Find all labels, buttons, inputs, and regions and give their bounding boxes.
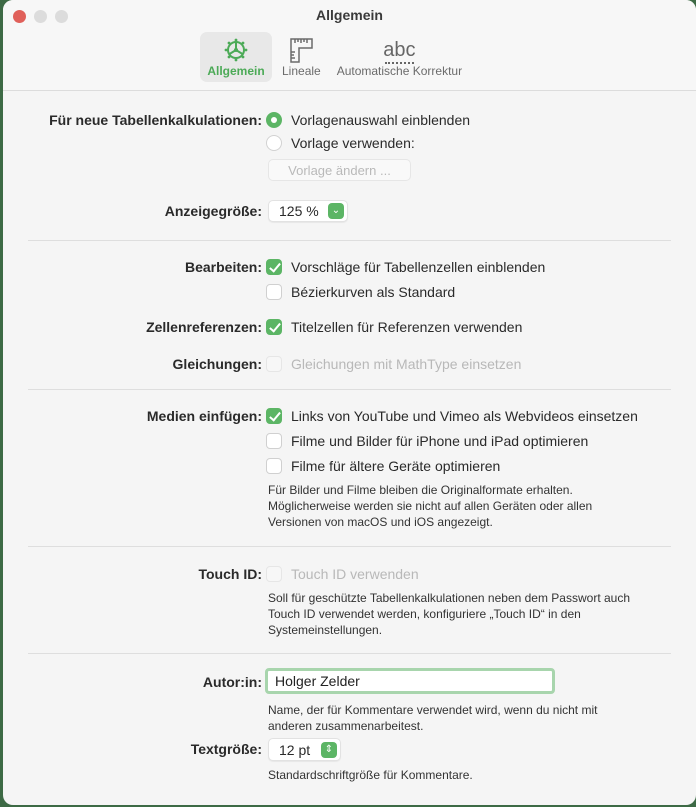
checkbox-disabled-icon [266,566,282,582]
text-size-popup[interactable]: 12 pt ⇕ [268,738,341,761]
checkbox-checked-icon [266,319,282,335]
updown-chevron-icon: ⇕ [321,742,337,758]
checkbox-checked-icon [266,408,282,424]
tab-label: Automatische Korrektur [336,64,463,78]
checkbox-bezier-default[interactable]: Bézierkurven als Standard [266,284,455,300]
checkbox-checked-icon [266,259,282,275]
display-size-popup[interactable]: 125 % ⌄ [268,200,348,222]
tab-lineale[interactable] [276,32,327,82]
tab-label: Allgemein [207,64,265,78]
editing-label: Bearbeiten: [184,259,262,275]
touch-id-label: Touch ID: [198,566,262,582]
checkbox-use-touch-id[interactable]: Touch ID verwenden [266,566,419,582]
divider [28,546,671,547]
abc-spellcheck-icon: abc [383,39,416,61]
gear-icon [223,36,249,64]
media-help-text: Für Bilder und Filme bleiben die Originalformate erhalten. Möglicherweise werden sie nicht auf allen Geräten oder allen Versionen von macOS und iOS angezeigt. [268,483,593,529]
divider [28,389,671,390]
tab-automatische-korrektur[interactable] [331,32,468,82]
checkbox-unchecked-icon [266,433,282,449]
checkbox-table-cell-suggestions[interactable]: Vorschläge für Tabellenzellen einblenden [266,259,545,275]
title-bar [3,0,696,91]
checkbox-mathtype-equations[interactable]: Gleichungen mit MathType einsetzen [266,356,521,372]
divider [28,653,671,654]
author-label: Autor:in: [202,674,262,690]
checkbox-optimize-iphone-ipad[interactable]: Filme und Bilder für iPhone und iPad optimieren [266,433,588,449]
radio-unselected-icon [266,135,282,151]
radio-selected-icon [266,112,282,128]
checkbox-youtube-vimeo-webvideos[interactable]: Links von YouTube und Vimeo als Webvideos einsetzen [266,408,638,424]
new-spreadsheets-label: Für neue Tabellenkalkulationen: [49,112,262,128]
divider [28,240,671,241]
radio-show-template-chooser[interactable]: Vorlagenauswahl einblenden [266,112,470,128]
window-title: Allgemein [316,7,383,23]
change-template-button[interactable]: Vorlage ändern ... [268,159,411,181]
text-size-label: Textgröße: [190,741,262,757]
touch-id-help-text: Soll für geschützte Tabellenkalkulationen neben dem Passwort auch Touch ID verwendet werden, konfiguriere „Touch ID“ in den Systemeinstellungen. [268,591,631,637]
checkbox-unchecked-icon [266,458,282,474]
display-size-label: Anzeigegröße: [164,203,262,219]
checkbox-disabled-icon [266,356,282,372]
preferences-window [3,0,696,805]
insert-media-label: Medien einfügen: [146,408,262,424]
checkbox-unchecked-icon [266,284,282,300]
tab-label: Lineale [282,64,321,78]
author-name-input[interactable]: Holger Zelder [265,668,555,694]
checkbox-optimize-older-devices[interactable]: Filme für ältere Geräte optimieren [266,458,500,474]
equations-label: Gleichungen: [172,356,262,372]
text-size-help-text: Standardschriftgröße für Kommentare. [268,768,473,782]
tab-allgemein[interactable] [200,32,272,82]
radio-use-template[interactable]: Vorlage verwenden: [266,135,415,151]
chevron-down-icon: ⌄ [328,203,344,219]
author-help-text: Name, der für Kommentare verwendet wird, wenn du nicht mit anderen zusammenarbeitest. [268,703,598,733]
checkbox-title-cells-references[interactable]: Titelzellen für Referenzen verwenden [266,319,522,335]
preferences-toolbar [200,32,468,82]
cell-references-label: Zellenreferenzen: [146,319,262,335]
ruler-icon [287,36,315,64]
